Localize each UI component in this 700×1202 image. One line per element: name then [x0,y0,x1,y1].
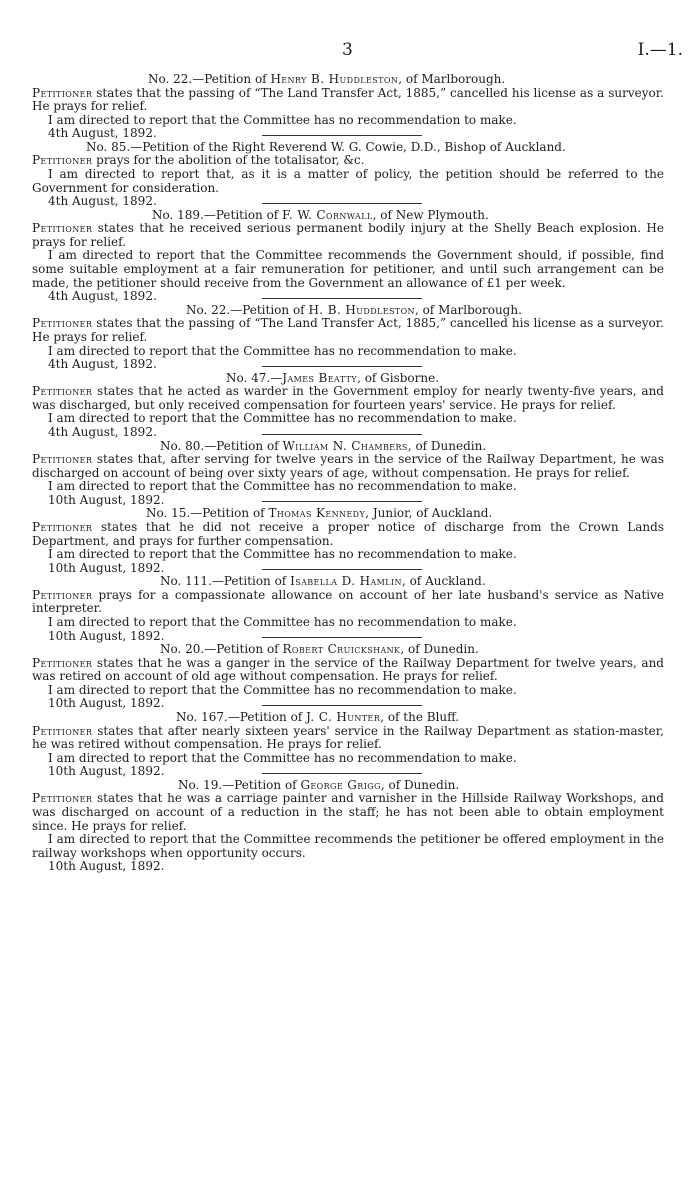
petitioner-name: Isabella D. Hamlin [290,574,402,589]
petition-entry [32,710,664,779]
petition-entry [32,574,664,643]
petitioner-lead: Petitioner [32,791,93,806]
statement-text: states that he acted as warder in the Government employ for nearly twenty-five years, and was discharged, but only received compensation for fourteen years' service. He prays for relief. [32,384,664,412]
petition-entry [32,438,664,507]
petitioner-lead: Petitioner [32,384,93,399]
petitioner-name: James Beatty [282,370,358,385]
report-date: 10th August, 1892. [48,859,165,874]
petition-title [32,140,664,155]
petition-title [32,506,664,521]
petition-number: No. 15.—Petition of [146,506,269,521]
petition-statement [32,589,664,616]
report-date: 10th August, 1892. [48,492,165,507]
committee-report: I am directed to report that the Committee has no recommendation to make. [48,750,517,765]
section-divider [262,366,422,367]
petition-statement [32,87,664,114]
petition-number: No. 22.—Petition of [186,302,309,317]
petition-entry [32,778,664,874]
section-divider [262,434,422,435]
committee-report: I am directed to report that the Committee has no recommendation to make. [48,343,517,358]
statement-text: states that the passing of “The Land Transfer Act, 1885,” cancelled his license as a surveyor. He prays for relief. [32,316,664,344]
petitioner-place: , of Marlborough. [414,302,522,317]
report-date: 4th August, 1892. [48,126,157,141]
petition-statement [32,222,664,249]
petitioner-name: George Grigg [300,777,381,792]
statement-text: states that he received serious permanent bodily injury at the Shelly Beach explosion. He prays for relief. [32,221,664,249]
petition-number: No. 111.—Petition of [160,574,291,589]
committee-report: I am directed to report that the Committee recommends the petitioner be offered employment in the railway workshops when opportunity occurs. [32,832,664,860]
petition-title [32,710,664,725]
petition-number: No. 20.—Petition of [160,642,283,657]
petition-number: No. 189.—Petition of [152,207,283,222]
petition-statement [32,792,664,833]
petition-title [32,303,664,318]
section-divider [262,705,422,706]
committee-report: I am directed to report that the Committee has no recommendation to make. [48,411,517,426]
committee-report: I am directed to report that the Committee has no recommendation to make. [48,615,517,629]
section-divider [262,773,422,774]
section-divider [262,135,422,136]
petitioner-name: H. B. Huddleston [308,302,415,317]
petitioner-name: Henry B. Huddleston [270,72,399,86]
petitioner-place: , of Dunedin. [407,438,487,453]
petition-title [32,72,664,87]
section-divider [262,501,422,502]
petitioner-lead: Petitioner [32,655,93,670]
petition-entry [32,72,664,141]
petitioner-lead: Petitioner [32,519,93,534]
petition-number: No. 22.—Petition of [148,72,271,86]
petition-number: No. 19.—Petition of [178,777,301,792]
petition-number: No. 80.—Petition of [160,438,283,453]
petitioner-name: J. C. Hunter [306,710,381,725]
petition-entry [32,506,664,575]
committee-report: I am directed to report that, as it is a matter of policy, the petition should be referred to the Government for consideration. [32,166,664,195]
petition-statement [32,521,664,548]
statement-text: prays for a compassionate allowance on account of her late husband's service as Native interpreter. [32,587,664,616]
report-date: 4th August, 1892. [48,424,157,439]
petition-title [32,574,664,589]
petitioner-place: , of Auckland. [401,574,486,589]
petition-statement [32,657,664,684]
petition-statement [32,317,664,344]
petition-statement [32,154,664,168]
petitioner-place: , of Dunedin. [400,642,479,657]
petitioner-place: , of Dunedin. [380,777,460,792]
report-date: 10th August, 1892. [48,628,165,643]
petitioner-lead: Petitioner [32,723,93,738]
petition-list [32,72,664,874]
statement-text: states that, after serving for twelve years in the service of the Railway Department, he was discharged on account of being over sixty years of age, without compensation. He prays for relief. [32,452,664,480]
petition-number: No. 167.—Petition of [176,710,307,725]
petitioner-place: , of New Plymouth. [372,207,489,222]
petitioner-name: Thomas Kennedy [268,506,366,521]
report-date: 4th August, 1892. [48,194,157,209]
petitioner-lead: Petitioner [32,221,93,236]
document-reference: I.—1. [637,40,683,60]
section-divider [262,569,422,570]
petition-statement [32,453,664,480]
committee-report: I am directed to report that the Committee has no recommendation to make. [48,547,517,562]
statement-text: states that after nearly sixteen years' service in the Railway Department as station-master, he was retired without compensation. He prays for relief. [32,723,664,752]
petitioner-lead: Petitioner [32,153,93,168]
petitioner-place: , Junior, of Auckland. [365,506,493,521]
committee-report: I am directed to report that the Committee recommends the Government should, if possible, find some suitable employment at a fair remuneration for petitioner, and until such arrangement can be made, the petitioner should receive from the Government an allowance of £1 per week. [32,248,664,290]
petition-title [32,371,664,386]
petitioner-name: F. W. Cornwall [282,207,373,222]
statement-text: prays for the abolition of the totalisator, &c. [92,153,365,168]
petition-entry [32,139,664,209]
petition-entry [32,207,664,304]
report-date: 10th August, 1892. [48,696,165,711]
petitioner-place: , of Gisborne. [357,370,440,385]
committee-report: I am directed to report that the Committee has no recommendation to make. [48,112,517,127]
petitioner-name: William N. Chambers [282,438,408,453]
section-divider [262,298,422,299]
petition-title [32,642,664,657]
section-divider [262,637,422,638]
petition-statement [32,725,664,752]
report-date: 10th August, 1892. [48,764,165,779]
petitioner-lead: Petitioner [32,587,93,602]
page-number: 3 [342,40,353,60]
report-date: 10th August, 1892. [48,560,165,575]
petition-number: No. 85.—Petition of the Right Reverend W. G. Cowie, D.D., Bishop of Auckland. [86,139,566,154]
petition-entry [32,642,664,711]
petition-entry [32,370,664,439]
statement-text: states that he did not receive a proper notice of discharge from the Crown Lands Department, and prays for further compensation. [32,519,664,548]
report-date: 4th August, 1892. [48,289,157,304]
petitioner-name: Robert Cruickshank [282,642,401,657]
petition-statement [32,385,664,412]
statement-text: states that the passing of “The Land Transfer Act, 1885,” cancelled his license as a surveyor. He prays for relief. [32,85,664,114]
statement-text: states that he was a ganger in the service of the Railway Department for twelve years, and was retired on account of old age without compensation. He prays for relief. [32,655,664,684]
committee-report: I am directed to report that the Committee has no recommendation to make. [48,479,517,494]
page-header [0,40,700,62]
petitioner-lead: Petitioner [32,85,93,100]
petitioner-lead: Petitioner [32,452,93,467]
petitioner-place: , of Marlborough. [398,72,506,86]
petition-title [32,778,664,793]
petition-entry [32,302,664,372]
petition-number: No. 47.— [226,370,283,385]
report-date: 4th August, 1892. [48,357,157,372]
section-divider [262,203,422,204]
petition-title [32,208,664,223]
committee-report: I am directed to report that the Committee has no recommendation to make. [48,682,517,697]
petition-title [32,439,664,454]
petitioner-place: , of the Bluff. [380,710,460,725]
statement-text: states that he was a carriage painter and varnisher in the Hillside Railway Workshops, and was discharged on account of a reduction in the staff; he has not been able to obtain employment since. He prays for relief. [32,791,664,833]
petitioner-lead: Petitioner [32,316,93,331]
